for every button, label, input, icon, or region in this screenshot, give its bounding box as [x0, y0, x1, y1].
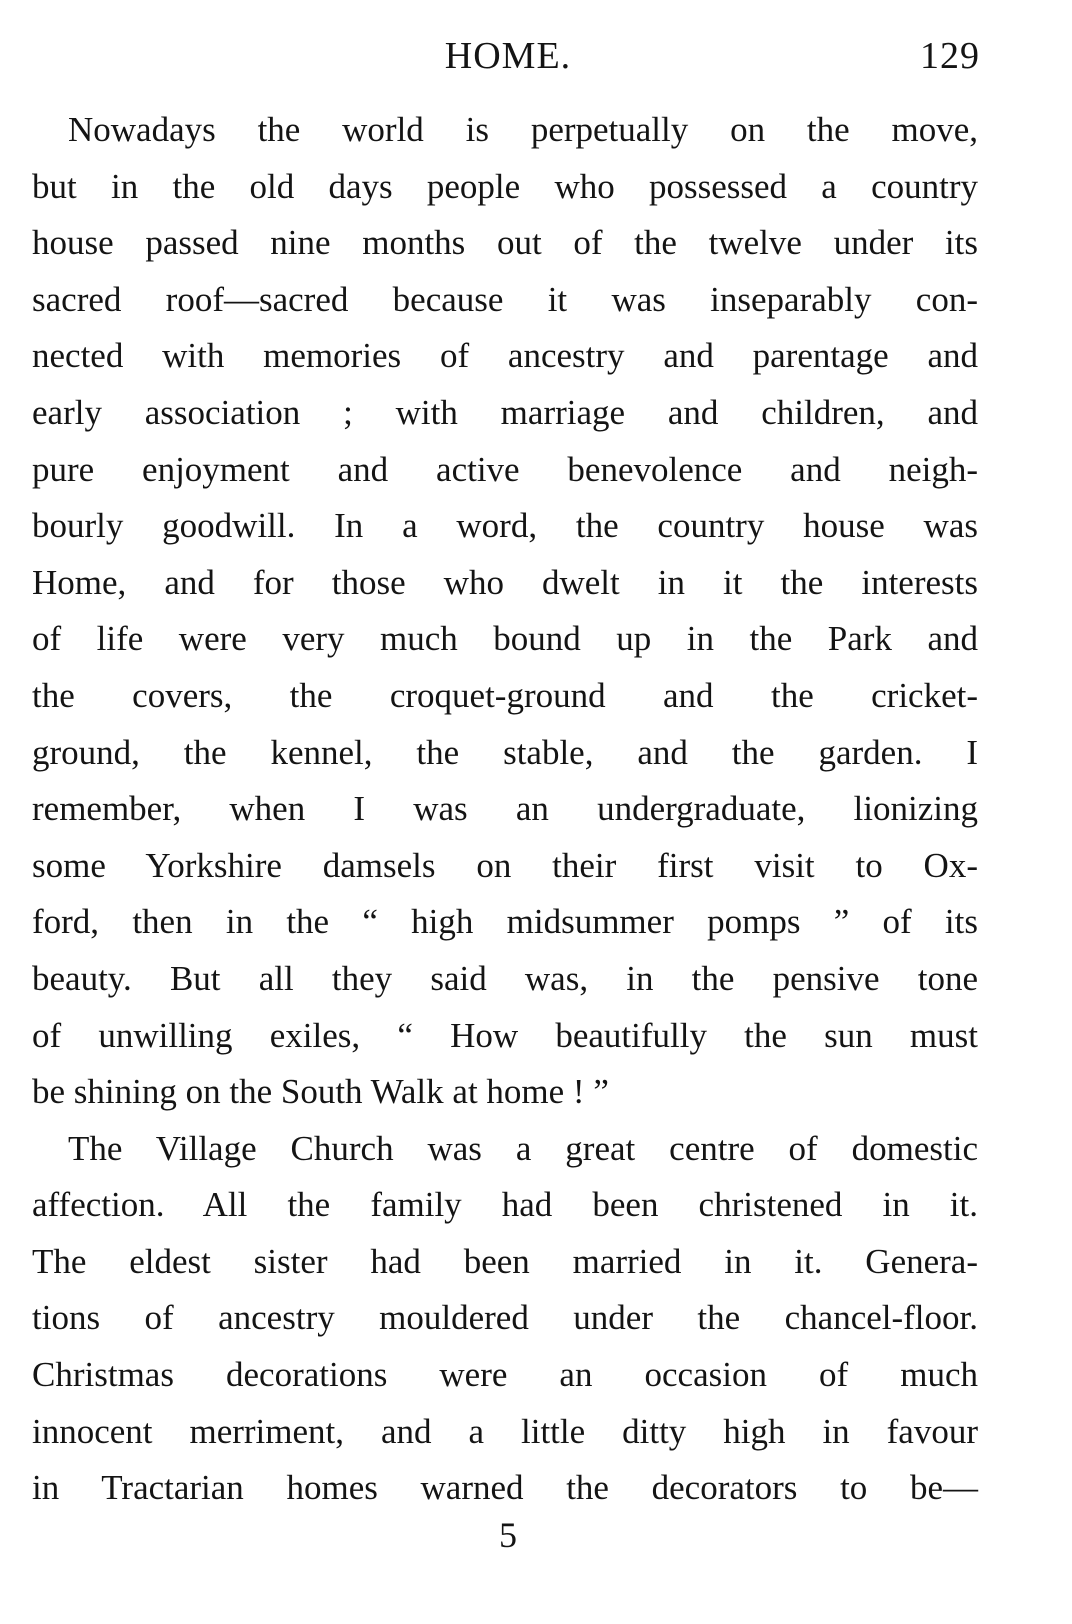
text-line: nected with memories of ancestry and parentage and: [32, 336, 978, 376]
text-line: in Tractarian homes warned the decorators to be—: [32, 1468, 978, 1508]
text-line: ground, the kennel, the stable, and the garden. I: [32, 732, 978, 772]
body-text: [32, 102, 978, 1517]
text-line: Home, and for those who dwelt in it the interests: [32, 562, 978, 602]
text-line: tions of ancestry mouldered under the chancel-floor.: [32, 1298, 978, 1338]
text-line: house passed nine months out of the twelve under its: [32, 223, 978, 263]
text-line: remember, when I was an undergraduate, lionizing: [32, 789, 978, 829]
text-line: sacred roof—sacred because it was inseparably con-: [32, 279, 978, 319]
text-line: some Yorkshire damsels on their first visit to Ox-: [32, 845, 978, 885]
text-line: but in the old days people who possessed a country: [32, 166, 978, 206]
text-line: The Village Church was a great centre of domestic: [68, 1128, 978, 1168]
text-line: innocent merriment, and a little ditty high in favour: [32, 1411, 978, 1451]
text-line: The eldest sister had been married in it. Genera-: [32, 1241, 978, 1281]
text-line: bourly goodwill. In a word, the country house was: [32, 506, 978, 546]
text-line: of life were very much bound up in the Park and: [32, 619, 978, 659]
text-line: Nowadays the world is perpetually on the move,: [68, 110, 978, 149]
text-line: ford, then in the “ high midsummer pomps ” of its: [32, 902, 978, 942]
text-line: the covers, the croquet-ground and the cricket-: [32, 675, 978, 715]
text-line: affection. All the family had been christened in it.: [32, 1185, 978, 1225]
text-line: pure enjoyment and active benevolence and neigh-: [32, 449, 978, 489]
text-line: Christmas decorations were an occasion of much: [32, 1355, 978, 1395]
signature-mark: 5: [499, 1515, 517, 1555]
running-head: [0, 30, 1072, 86]
page-number: 129: [920, 35, 980, 77]
text-line: beauty. But all they said was, in the pensive tone: [32, 958, 978, 998]
text-line: early association ; with marriage and children, and: [32, 392, 978, 432]
text-line: be shining on the South Walk at home ! ”: [32, 1072, 609, 1112]
text-line: of unwilling exiles, “ How beautifully the sun must: [32, 1015, 978, 1055]
running-title: HOME.: [444, 35, 572, 77]
